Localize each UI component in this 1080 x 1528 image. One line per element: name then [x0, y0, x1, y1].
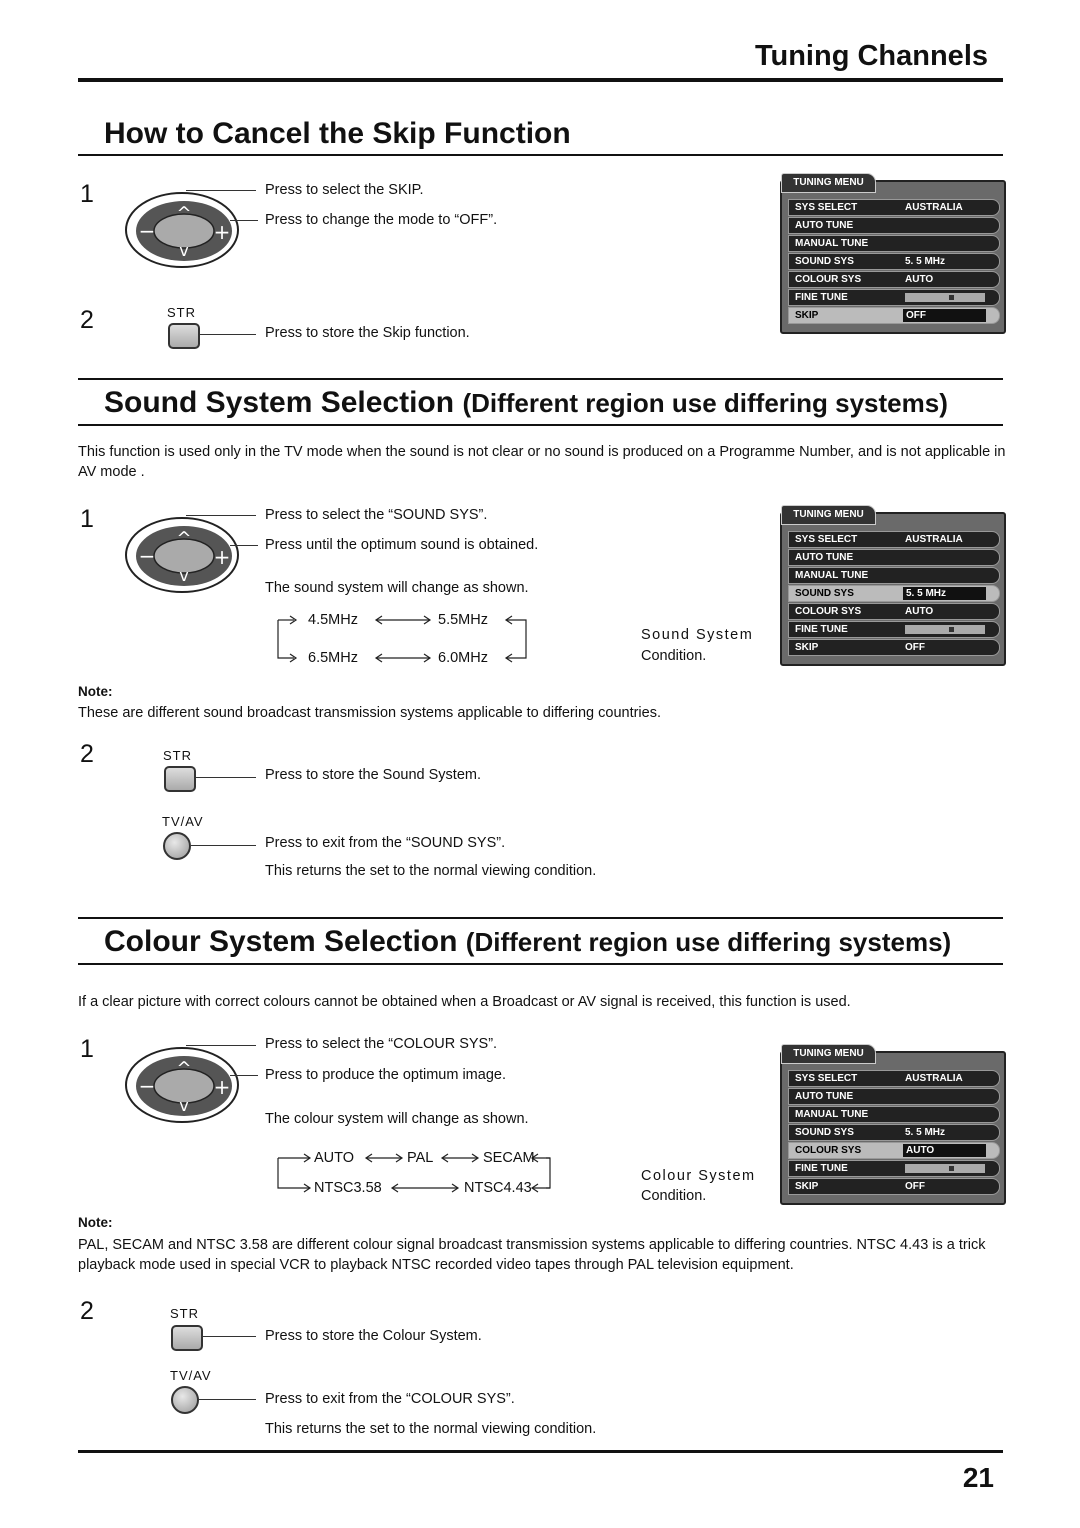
menu-row-sys-select[interactable]: SYS SELECT AUSTRALIA: [788, 531, 1000, 548]
remote-dpad[interactable]: [122, 515, 242, 595]
instruction: Press to produce the optimum image.: [265, 1067, 506, 1083]
menu-row-sys-select[interactable]: SYS SELECT AUSTRALIA: [788, 1070, 1000, 1087]
header-rule: [78, 78, 1003, 82]
instruction: The sound system will change as shown.: [265, 580, 529, 596]
instruction: Press to store the Colour System.: [265, 1328, 482, 1344]
leader-line: [230, 545, 258, 546]
skip-title-rule: [78, 154, 1003, 156]
condition-label: Condition.: [641, 648, 707, 664]
menu-row-sys-select[interactable]: SYS SELECT AUSTRALIA: [788, 199, 1000, 216]
colour-top-rule: [78, 917, 1003, 919]
page-number: 21: [962, 1462, 994, 1493]
leader-line: [186, 190, 256, 191]
str-button-label: STR: [167, 305, 196, 320]
menu-row-colour-sys[interactable]: COLOUR SYS AUTO: [788, 603, 1000, 620]
remote-dpad[interactable]: [122, 190, 242, 270]
instruction: Press to change the mode to “OFF”.: [265, 212, 498, 228]
svg-text:v: v: [179, 241, 189, 260]
leader-line: [186, 515, 256, 516]
cycle-item: NTSC4.43: [464, 1180, 532, 1196]
svg-text:v: v: [179, 1096, 189, 1115]
dpad-icon: [122, 1045, 242, 1125]
cycle-item: 6.0MHz: [438, 650, 488, 666]
note-label: Note:: [78, 684, 113, 699]
tuning-menu: [780, 177, 1006, 334]
menu-row-fine-tune[interactable]: FINE TUNE: [788, 289, 1000, 306]
step-number: 2: [80, 740, 94, 768]
menu-row-auto-tune[interactable]: AUTO TUNE: [788, 1088, 1000, 1105]
leader-line: [196, 777, 256, 778]
cycle-item: AUTO: [314, 1150, 355, 1166]
note-label: Note:: [78, 1215, 113, 1230]
svg-text:+: +: [213, 545, 231, 569]
sound-intro: This function is used only in the TV mode when the sound is not clear or no sound is produced on a Programme Number, and is not applicable in AV mode .: [78, 444, 1006, 480]
instruction: Press to store the Sound System.: [265, 767, 481, 783]
menu-tab: TUNING MENU: [781, 173, 876, 193]
step-number: 1: [80, 180, 94, 208]
step-number: 1: [80, 505, 94, 533]
menu-row-skip[interactable]: SKIP OFF: [788, 1178, 1000, 1195]
sound-title: Sound System Selection (Different region use differing systems): [104, 386, 948, 419]
step-number: 1: [80, 1035, 94, 1063]
menu-row-colour-sys[interactable]: COLOUR SYS AUTO: [788, 271, 1000, 288]
instruction: Press to exit from the “SOUND SYS”.: [265, 835, 506, 851]
leader-line: [199, 1399, 256, 1400]
cycle-item: NTSC3.58: [314, 1180, 382, 1196]
menu-row-manual-tune[interactable]: MANUAL TUNE: [788, 1106, 1000, 1123]
svg-text:v: v: [179, 566, 189, 585]
str-button[interactable]: [168, 323, 200, 349]
note-text: PAL, SECAM and NTSC 3.58 are different colour signal broadcast transmission systems applicable to differing countries. NTSC 4.43 is a trick playback mode used in special VCR to playback NTSC recorded video tapes through PAL television equipment.: [78, 1237, 986, 1273]
condition-label: Sound System: [641, 627, 754, 643]
svg-text:−: −: [138, 1074, 156, 1098]
remote-dpad[interactable]: [122, 1045, 242, 1125]
svg-text:^: ^: [176, 528, 192, 549]
instruction: Press to exit from the “COLOUR SYS”.: [265, 1391, 515, 1407]
section-title: Tuning Channels: [754, 40, 988, 72]
menu-row-sound-sys[interactable]: SOUND SYS 5. 5 MHz: [788, 253, 1000, 270]
tuning-menu: [780, 1048, 1006, 1205]
instruction: Press until the optimum sound is obtained.: [265, 537, 539, 553]
menu-row-colour-sys[interactable]: COLOUR SYS AUTO: [788, 1142, 1000, 1159]
tvav-button[interactable]: [163, 832, 191, 860]
menu-row-sound-sys[interactable]: SOUND SYS 5. 5 MHz: [788, 1124, 1000, 1141]
menu-row-auto-tune[interactable]: AUTO TUNE: [788, 217, 1000, 234]
condition-label: Condition.: [641, 1188, 707, 1204]
sound-top-rule: [78, 378, 1003, 380]
menu-row-fine-tune[interactable]: FINE TUNE: [788, 1160, 1000, 1177]
colour-title: Colour System Selection (Different region use differing systems): [104, 925, 952, 958]
svg-text:−: −: [138, 544, 156, 568]
condition-label: Colour System: [641, 1168, 756, 1184]
menu-row-fine-tune[interactable]: FINE TUNE: [788, 621, 1000, 638]
instruction: Press to select the SKIP.: [265, 182, 424, 198]
menu-row-manual-tune[interactable]: MANUAL TUNE: [788, 567, 1000, 584]
step-number: 2: [80, 1297, 94, 1325]
leader-line: [230, 220, 258, 221]
skip-title: How to Cancel the Skip Function: [104, 117, 571, 150]
cycle-item: SECAM: [483, 1150, 535, 1166]
tvav-button-label: TV/AV: [170, 1368, 212, 1383]
leader-line: [186, 1045, 256, 1046]
svg-text:+: +: [213, 1075, 231, 1099]
str-button-label: STR: [170, 1306, 199, 1321]
svg-text:^: ^: [176, 1058, 192, 1079]
fine-tune-slider: [905, 293, 985, 302]
menu-row-skip[interactable]: SKIP OFF: [788, 639, 1000, 656]
tvav-button-label: TV/AV: [162, 814, 204, 829]
menu-row-auto-tune[interactable]: AUTO TUNE: [788, 549, 1000, 566]
sound-title-rule: [78, 424, 1003, 426]
menu-tab: TUNING MENU: [781, 505, 876, 525]
str-button[interactable]: [164, 766, 196, 792]
tuning-menu: [780, 509, 1006, 666]
fine-tune-slider: [905, 1164, 985, 1173]
cycle-item: 6.5MHz: [308, 650, 358, 666]
fine-tune-slider: [905, 625, 985, 634]
svg-text:+: +: [213, 220, 231, 244]
dpad-icon: [122, 515, 242, 595]
svg-text:^: ^: [176, 203, 192, 224]
dpad-icon: [122, 190, 242, 270]
instruction: Press to select the “SOUND SYS”.: [265, 507, 488, 523]
menu-row-sound-sys[interactable]: SOUND SYS 5. 5 MHz: [788, 585, 1000, 602]
menu-row-manual-tune[interactable]: MANUAL TUNE: [788, 235, 1000, 252]
svg-text:−: −: [138, 219, 156, 243]
leader-line: [200, 334, 256, 335]
instruction: The colour system will change as shown.: [265, 1111, 529, 1127]
footer-rule: [78, 1450, 1003, 1453]
tvav-button[interactable]: [171, 1386, 199, 1414]
colour-title-rule: [78, 963, 1003, 965]
leader-line: [191, 845, 256, 846]
cycle-item: 5.5MHz: [438, 612, 488, 628]
leader-line: [203, 1336, 256, 1337]
note-text: These are different sound broadcast transmission systems applicable to differing countries.: [78, 705, 661, 721]
leader-line: [230, 1075, 258, 1076]
cycle-item: 4.5MHz: [308, 612, 358, 628]
instruction: This returns the set to the normal viewing condition.: [265, 1421, 597, 1437]
menu-row-skip[interactable]: SKIP OFF: [788, 307, 1000, 324]
menu-tab: TUNING MENU: [781, 1044, 876, 1064]
step-number: 2: [80, 306, 94, 334]
str-button-label: STR: [163, 748, 192, 763]
instruction: Press to select the “COLOUR SYS”.: [265, 1036, 498, 1052]
cycle-item: PAL: [407, 1150, 434, 1166]
str-button[interactable]: [171, 1325, 203, 1351]
colour-intro: If a clear picture with correct colours cannot be obtained when a Broadcast or AV signal is received, this function is used.: [78, 994, 851, 1010]
instruction: Press to store the Skip function.: [265, 325, 470, 341]
instruction: This returns the set to the normal viewing condition.: [265, 863, 597, 879]
